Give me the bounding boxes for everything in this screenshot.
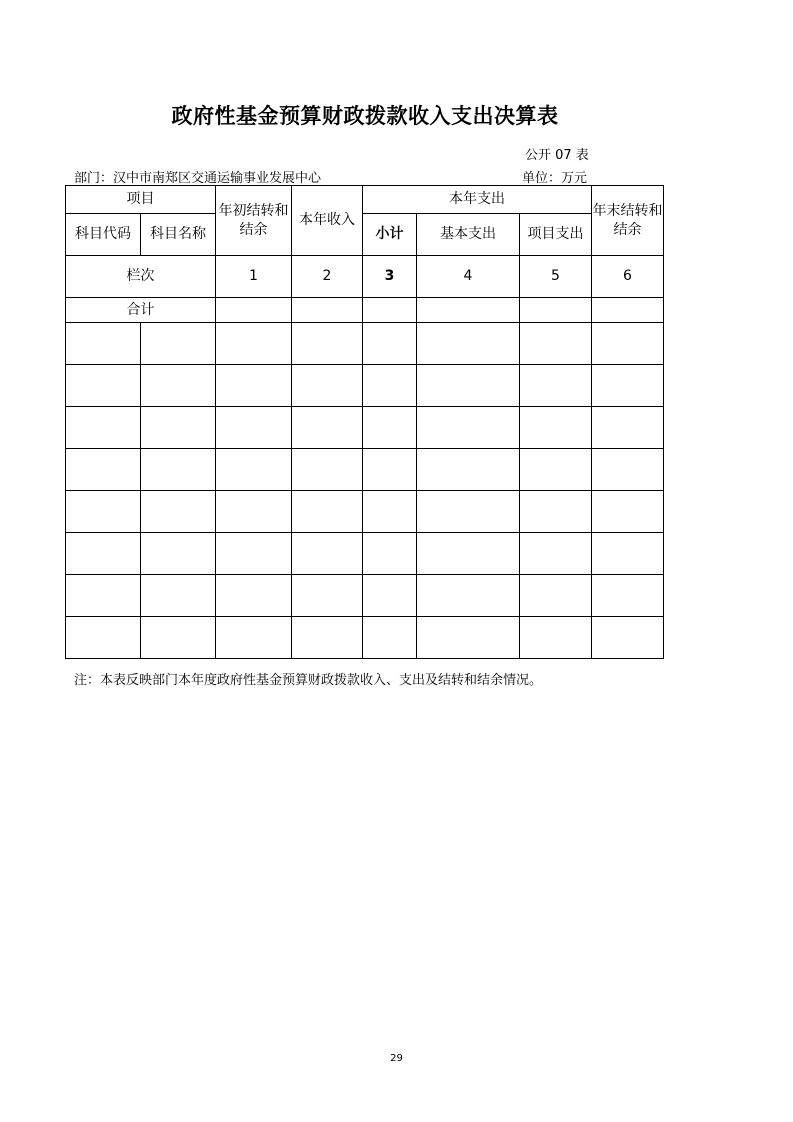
table-cell: [592, 491, 664, 533]
table-cell: [417, 323, 520, 365]
header-carryover-start: 年初结转和结余: [216, 186, 292, 256]
table-cell: [292, 449, 363, 491]
table-cell: [292, 575, 363, 617]
table-cell: [417, 533, 520, 575]
table-cell: [363, 323, 417, 365]
table-cell: [66, 323, 141, 365]
table-cell: [292, 533, 363, 575]
table-cell: [216, 575, 292, 617]
table-cell: [216, 533, 292, 575]
table-cell: [66, 449, 141, 491]
table-cell: [141, 407, 216, 449]
table-cell: [363, 365, 417, 407]
table-cell: [216, 491, 292, 533]
table-cell: [520, 449, 592, 491]
table-row: [66, 449, 664, 491]
total-cell: [363, 298, 417, 323]
table-cell: [520, 617, 592, 659]
table-cell: [66, 533, 141, 575]
table-cell: [216, 365, 292, 407]
total-label: 合计: [66, 298, 216, 323]
table-cell: [417, 365, 520, 407]
total-cell: [520, 298, 592, 323]
column-index-number: 4: [417, 256, 520, 298]
page-title: 政府性基金预算财政拨款收入支出决算表: [171, 104, 559, 128]
header-subject-code: 科目代码: [66, 214, 141, 256]
table-cell: [292, 365, 363, 407]
table-cell: [292, 491, 363, 533]
header-subtotal: 小计: [363, 214, 417, 256]
table-cell: [141, 323, 216, 365]
table-cell: [592, 365, 664, 407]
total-cell: [592, 298, 664, 323]
footnote: 注：本表反映部门本年度政府性基金预算财政拨款收入、支出及结转和结余情况。: [74, 673, 543, 688]
table-cell: [141, 575, 216, 617]
table-cell: [216, 449, 292, 491]
table-cell: [141, 449, 216, 491]
page-number: 29: [390, 1053, 403, 1064]
table-cell: [520, 575, 592, 617]
header-basic-expenditure: 基本支出: [417, 214, 520, 256]
table-cell: [363, 575, 417, 617]
table-cell: [141, 365, 216, 407]
table-cell: [520, 323, 592, 365]
table-cell: [292, 323, 363, 365]
table-cell: [66, 407, 141, 449]
column-index-number: 6: [592, 256, 664, 298]
table-cell: [66, 575, 141, 617]
column-index-number: 5: [520, 256, 592, 298]
table-cell: [363, 449, 417, 491]
total-cell: [417, 298, 520, 323]
column-index-number: 1: [216, 256, 292, 298]
column-index-number: 2: [292, 256, 363, 298]
unit-label: 单位：万元: [522, 171, 588, 186]
column-index-number: 3: [363, 256, 417, 298]
header-expenditure: 本年支出: [363, 186, 592, 214]
table-cell: [141, 533, 216, 575]
header-subject-name: 科目名称: [141, 214, 216, 256]
table-row: [66, 365, 664, 407]
table-row: [66, 323, 664, 365]
table-cell: [363, 617, 417, 659]
form-code: 公开 07 表: [525, 148, 589, 163]
table-row: [66, 617, 664, 659]
table-cell: [292, 617, 363, 659]
table-row: [66, 575, 664, 617]
table-cell: [66, 365, 141, 407]
total-cell: [292, 298, 363, 323]
budget-table: [65, 185, 664, 659]
table-cell: [363, 407, 417, 449]
table-cell: [520, 533, 592, 575]
table-cell: [292, 407, 363, 449]
header-income: 本年收入: [292, 186, 363, 256]
table-cell: [363, 491, 417, 533]
table-row: [66, 491, 664, 533]
table-cell: [66, 617, 141, 659]
header-project-expenditure: 项目支出: [520, 214, 592, 256]
table-cell: [141, 491, 216, 533]
table-row: [66, 407, 664, 449]
table-cell: [417, 617, 520, 659]
table-cell: [592, 407, 664, 449]
table-cell: [520, 365, 592, 407]
table-cell: [66, 491, 141, 533]
table-cell: [417, 575, 520, 617]
table-cell: [592, 575, 664, 617]
table-cell: [417, 449, 520, 491]
table-cell: [592, 533, 664, 575]
table-cell: [520, 407, 592, 449]
table-cell: [363, 533, 417, 575]
table-cell: [417, 491, 520, 533]
table-cell: [216, 407, 292, 449]
table-cell: [520, 491, 592, 533]
table-cell: [592, 323, 664, 365]
table-row: [66, 533, 664, 575]
header-carryover-end: 年末结转和结余: [592, 186, 664, 256]
header-project: 项目: [66, 186, 216, 214]
total-cell: [216, 298, 292, 323]
table-cell: [141, 617, 216, 659]
department-label: 部门：汉中市南郑区交通运输事业发展中心: [74, 171, 322, 186]
table-cell: [417, 407, 520, 449]
table-cell: [216, 323, 292, 365]
table-cell: [592, 617, 664, 659]
table-cell: [216, 617, 292, 659]
table-cell: [592, 449, 664, 491]
column-index-label: 栏次: [66, 256, 216, 298]
